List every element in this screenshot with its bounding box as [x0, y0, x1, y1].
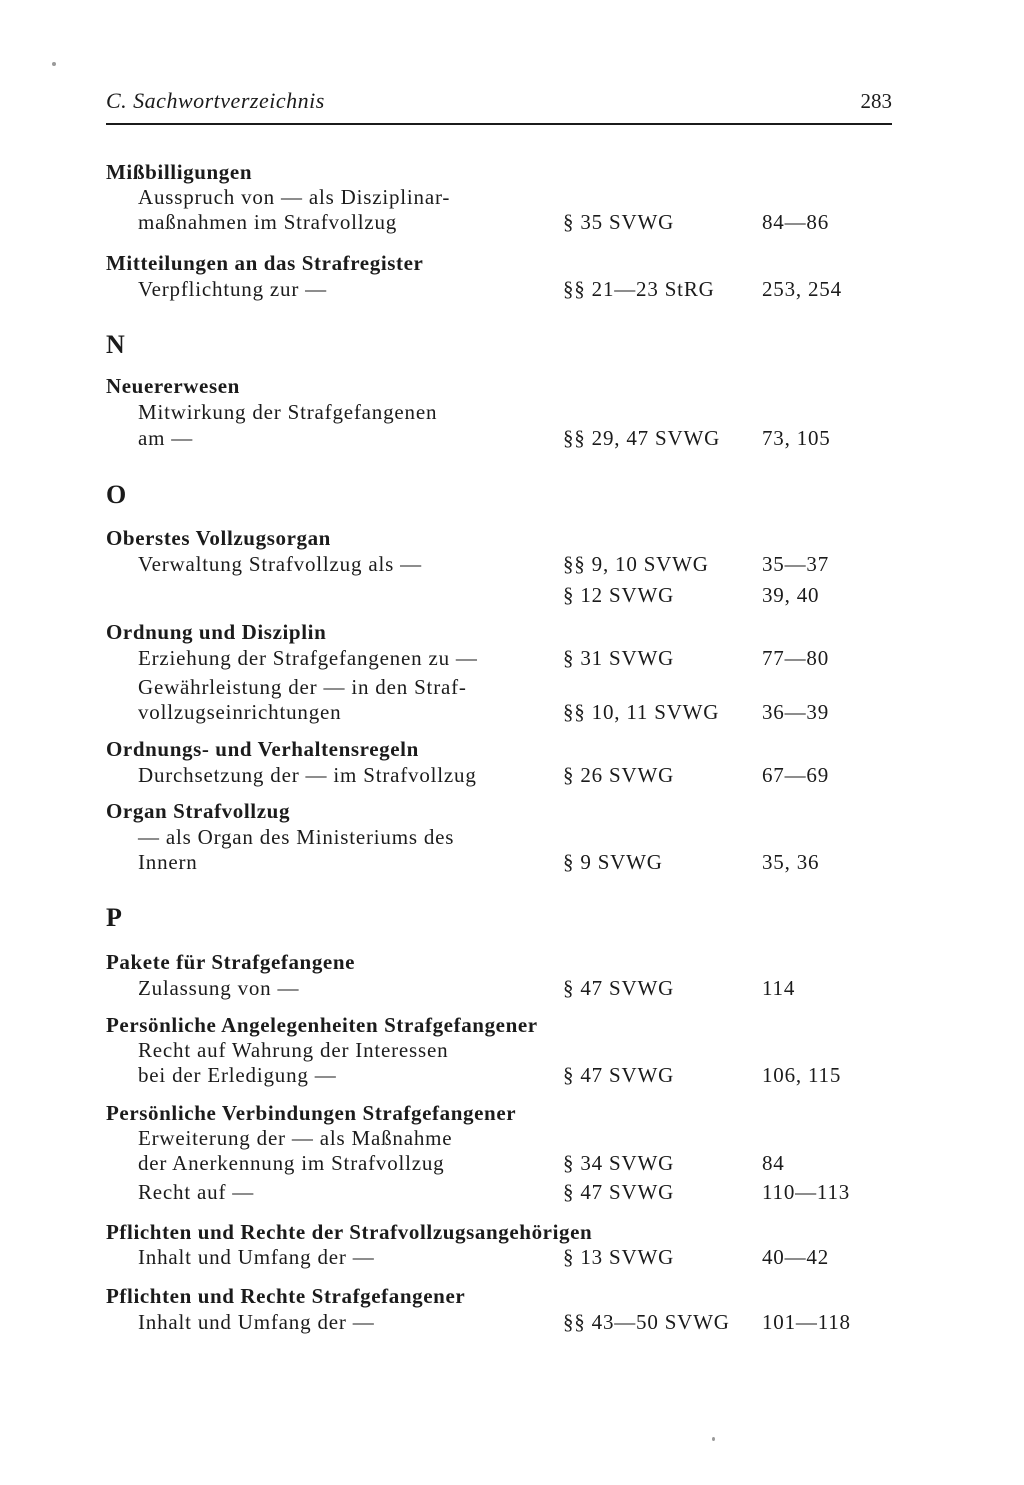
- index-term: [106, 159, 906, 185]
- legal-reference: § 9 SVWG: [563, 850, 663, 874]
- subentry-text: Gewährleistung der — in den Straf-: [138, 675, 467, 699]
- index-term-text: Pakete für Strafgefangene: [106, 950, 356, 974]
- section-letter-text: O: [106, 480, 128, 509]
- index-term-text: Persönliche Angelegenheiten Strafgefangener: [106, 1013, 538, 1037]
- legal-reference: §§ 21—23 StRG: [563, 277, 715, 301]
- index-subentry: [106, 209, 906, 235]
- index-term: [106, 525, 906, 551]
- index-subentry: [106, 425, 906, 451]
- index-term: [106, 798, 906, 824]
- subentry-text: der Anerkennung im Strafvollzug: [138, 1151, 445, 1175]
- index-term-text: Pflichten und Rechte der Strafvollzugsangehörigen: [106, 1220, 593, 1244]
- legal-reference: § 12 SVWG: [563, 583, 675, 607]
- subentry-text: Erziehung der Strafgefangenen zu —: [138, 646, 478, 670]
- page-reference: 39, 40: [762, 583, 820, 607]
- index-subentry: [106, 551, 906, 577]
- legal-reference: §§ 10, 11 SVWG: [563, 700, 720, 724]
- legal-reference: § 34 SVWG: [563, 1151, 675, 1175]
- page-reference: 84—86: [762, 210, 829, 234]
- index-subentry: [106, 1037, 906, 1063]
- legal-reference: §§ 29, 47 SVWG: [563, 426, 721, 450]
- page-reference: 114: [762, 976, 796, 1000]
- header-rule: [106, 123, 892, 125]
- page-reference: 67—69: [762, 763, 829, 787]
- subentry-text: Verwaltung Strafvollzug als —: [138, 552, 422, 576]
- index-term-text: Mißbilligungen: [106, 160, 253, 184]
- subentry-text: vollzugseinrichtungen: [138, 700, 342, 724]
- index-subentry: [106, 824, 906, 850]
- subentry-text: Ausspruch von — als Disziplinar-: [138, 185, 451, 209]
- index-term-text: Organ Strafvollzug: [106, 799, 291, 823]
- index-term: [106, 619, 906, 645]
- index-term-text: Neuererwesen: [106, 374, 240, 398]
- page-reference: 84: [762, 1151, 785, 1175]
- index-subentry: [106, 762, 906, 788]
- subentry-text: am —: [138, 426, 194, 450]
- legal-reference: § 47 SVWG: [563, 976, 675, 1000]
- index-term-text: Ordnungs- und Verhaltensregeln: [106, 737, 419, 761]
- page-reference: 36—39: [762, 700, 829, 724]
- index-subentry: [106, 276, 906, 302]
- index-term: [106, 949, 906, 975]
- subentry-text: Recht auf —: [138, 1180, 255, 1204]
- index-subentry: [106, 674, 906, 700]
- subentry-text: — als Organ des Ministeriums des: [138, 825, 455, 849]
- index-term-text: Mitteilungen an das Strafregister: [106, 251, 424, 275]
- index-term: [106, 1283, 906, 1309]
- legal-reference: § 26 SVWG: [563, 763, 675, 787]
- index-subentry: [106, 849, 906, 875]
- index-term: [106, 1012, 906, 1038]
- legal-reference: § 35 SVWG: [563, 210, 675, 234]
- paper-speck: [712, 1437, 715, 1441]
- index-subentry: [106, 975, 906, 1001]
- index-subentry: [106, 1179, 906, 1205]
- index-term-text: Pflichten und Rechte Strafgefangener: [106, 1284, 466, 1308]
- page-reference: 35—37: [762, 552, 829, 576]
- section-letter: [106, 482, 906, 508]
- index-term-text: Persönliche Verbindungen Strafgefangener: [106, 1101, 517, 1125]
- index-term: [106, 373, 906, 399]
- legal-reference: § 47 SVWG: [563, 1180, 675, 1204]
- legal-reference: § 31 SVWG: [563, 646, 675, 670]
- page-reference: 253, 254: [762, 277, 842, 301]
- subentry-text: Zulassung von —: [138, 976, 300, 1000]
- index-term: [106, 1219, 906, 1245]
- index-term-text: Ordnung und Disziplin: [106, 620, 327, 644]
- index-term-text: Oberstes Vollzugsorgan: [106, 526, 331, 550]
- index-subentry: [106, 1062, 906, 1088]
- section-letter: [106, 905, 906, 931]
- page-reference: 110—113: [762, 1180, 851, 1204]
- subentry-text: Erweiterung der — als Maßnahme: [138, 1126, 453, 1150]
- page-reference: 106, 115: [762, 1063, 842, 1087]
- subentry-text: bei der Erledigung —: [138, 1063, 337, 1087]
- page-reference: 77—80: [762, 646, 829, 670]
- index-subentry: [106, 1150, 906, 1176]
- page-reference: 35, 36: [762, 850, 820, 874]
- subentry-text: Inhalt und Umfang der —: [138, 1310, 375, 1334]
- subentry-text: maßnahmen im Strafvollzug: [138, 210, 398, 234]
- subentry-text: Durchsetzung der — im Strafvollzug: [138, 763, 477, 787]
- subentry-text: Verpflichtung zur —: [138, 277, 327, 301]
- index-subentry: [106, 1244, 906, 1270]
- legal-reference: § 47 SVWG: [563, 1063, 675, 1087]
- page-reference: 73, 105: [762, 426, 831, 450]
- index-subentry: [106, 699, 906, 725]
- index-subentry: [106, 399, 906, 425]
- section-letter-text: P: [106, 903, 123, 932]
- page-header: [106, 88, 892, 114]
- subentry-text: Inhalt und Umfang der —: [138, 1245, 375, 1269]
- index-term: [106, 736, 906, 762]
- page-number: 283: [860, 89, 892, 113]
- running-title: C. Sachwortverzeichnis: [106, 88, 325, 113]
- index-subentry: [106, 1309, 906, 1335]
- subentry-text: Mitwirkung der Strafgefangenen: [138, 400, 438, 424]
- index-subentry: [106, 184, 906, 210]
- subentry-text: Innern: [138, 850, 198, 874]
- page-reference: 40—42: [762, 1245, 829, 1269]
- index-subentry: [106, 1125, 906, 1151]
- section-letter-text: N: [106, 330, 126, 359]
- paper-speck: [52, 62, 56, 66]
- index-term: [106, 1100, 906, 1126]
- legal-reference: §§ 9, 10 SVWG: [563, 552, 709, 576]
- subentry-text: Recht auf Wahrung der Interessen: [138, 1038, 449, 1062]
- page-reference: 101—118: [762, 1310, 851, 1334]
- index-subentry: [106, 645, 906, 671]
- legal-reference: §§ 43—50 SVWG: [563, 1310, 730, 1334]
- section-letter: [106, 332, 906, 358]
- index-subentry: [106, 582, 906, 608]
- index-term: [106, 250, 906, 276]
- legal-reference: § 13 SVWG: [563, 1245, 675, 1269]
